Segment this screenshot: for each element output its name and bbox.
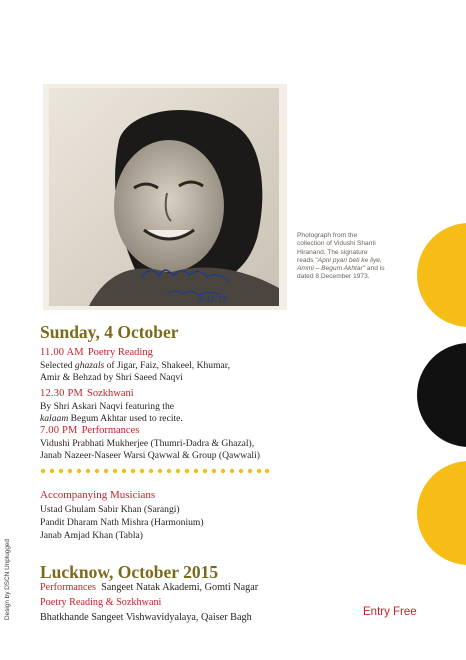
event-1-desc-line2: Amir & Behzad by Shri Saeed Naqvi — [40, 372, 183, 384]
portrait-illustration — [49, 88, 279, 306]
svg-text:8-12-73: 8-12-73 — [199, 295, 227, 304]
yellow-circle-bottom — [417, 461, 466, 565]
musicians-list — [40, 503, 204, 542]
city-title: Lucknow, October 2015 — [40, 562, 219, 582]
caption-text-a: Photograph from the collection of Vidushi Shanti Hiranand. The signature reads " — [297, 232, 376, 264]
event-3-desc-line1: Vidushi Prabhati Mukherjee (Thumri-Dadra & Ghazal), — [40, 438, 255, 449]
event-2-heading — [40, 388, 134, 399]
venue-2-label: Poetry Reading & Sozkhwani — [40, 597, 162, 608]
venue-1-label: Performances — [40, 582, 97, 593]
photo-image — [49, 88, 279, 306]
event-1-desc-post: of Jigar, Faiz, Shakeel, Khumar, — [104, 360, 231, 371]
day-title: Sunday, 4 October — [40, 322, 179, 342]
musicians-title: Accompanying Musicians — [40, 489, 156, 501]
event-2-label: Sozkhwani — [87, 388, 134, 399]
portrait-photograph — [43, 84, 287, 310]
event-2-desc-post: Begum Akhtar used to recite. — [68, 413, 183, 425]
musician-item: Janab Amjad Khan (Tabla) — [40, 530, 143, 541]
photo-caption — [297, 232, 385, 282]
event-3-time: 7.00 PM — [40, 425, 78, 436]
event-2-desc-em: kalaam — [40, 413, 69, 425]
entry-free-label: Entry Free — [363, 606, 417, 618]
venue-2-place: Bhatkhande Sangeet Vishwavidyalaya, Qaiser Bagh — [40, 612, 252, 623]
event-3-label: Performances — [81, 425, 140, 436]
event-1-description — [40, 360, 230, 384]
event-1-heading — [40, 347, 153, 358]
musician-item: Ustad Ghulam Sabir Khan (Sarangi) — [40, 504, 180, 515]
event-2-description — [40, 401, 183, 425]
venue-1-place: Sangeet Natak Akademi, Gomti Nagar — [101, 582, 259, 593]
event-1-time: 11.00 AM — [40, 347, 84, 358]
event-1-desc-pre: Selected — [40, 360, 75, 371]
event-2-desc-line1: By Shri Askari Naqvi featuring the — [40, 401, 175, 412]
event-1-desc-em: ghazals — [74, 360, 105, 371]
design-credit: Design by DSCN Unplugged — [4, 539, 11, 620]
musician-item: Pandit Dharam Nath Mishra (Harmonium) — [40, 517, 204, 528]
event-3-desc-line2: Janab Nazeer-Naseer Warsi Qawwal & Group (Qawwali) — [40, 450, 260, 462]
event-2-time: 12.30 PM — [40, 388, 84, 399]
event-3-description — [40, 438, 260, 462]
yellow-circle-top — [417, 223, 466, 327]
event-3-heading — [40, 425, 139, 436]
dotted-separator — [40, 468, 270, 474]
caption-text-italic: Apni pyari beti ke liye, Ammi – Begum Akhtar — [297, 256, 382, 273]
caption-text-c: " and is dated 8 December 1973. — [297, 265, 385, 281]
black-circle-middle — [417, 343, 466, 447]
venue-line-1 — [40, 582, 258, 593]
event-1-label: Poetry Reading — [87, 347, 153, 358]
